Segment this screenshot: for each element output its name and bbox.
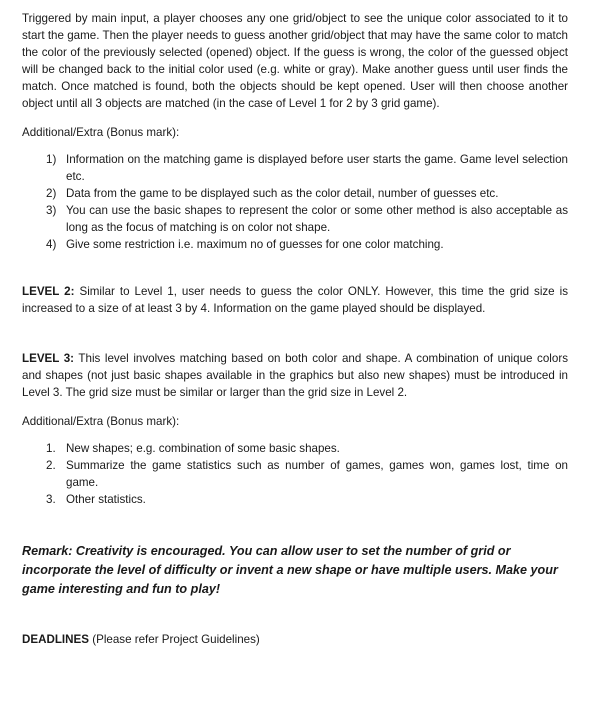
list-item-text: Summarize the game statistics such as number of games, games won, games lost, time on game. <box>66 459 568 489</box>
list-item-text: You can use the basic shapes to represent the color or some other method is also acceptable as long as the focus of matching is on color not shape. <box>66 204 568 234</box>
list-item-number: 1. <box>46 442 56 455</box>
list-item-text: Data from the game to be displayed such as the color detail, number of guesses etc. <box>66 187 499 200</box>
list-item <box>22 185 568 202</box>
list-item-number: 3) <box>46 204 57 217</box>
list-item-number: 3. <box>46 493 56 506</box>
level3-text: This level involves matching based on both color and shape. A combination of unique colors and shapes (not just basic shapes available in the graphics but also new shapes) must be introduced in Level 3. The grid size must be similar or larger than the grid size in Level 2. <box>22 352 568 399</box>
remark-paragraph: Remark: Creativity is encouraged. You can allow user to set the number of grid or incorporate the level of difficulty or invent a new shape or have multiple users. Make your game interesting and fun to play! <box>22 544 558 596</box>
list-item-number: 2. <box>46 459 56 472</box>
list-item-number: 1) <box>46 153 57 166</box>
list-item-text: Information on the matching game is displayed before user starts the game. Game level selection etc. <box>66 153 568 183</box>
bonus-list-1 <box>22 151 568 253</box>
list-item-text: Give some restriction i.e. maximum no of guesses for one color matching. <box>66 238 444 251</box>
list-item <box>22 151 568 185</box>
intro-paragraph: Triggered by main input, a player chooses any one grid/object to see the unique color associated to it to start the game. Then the player needs to guess another grid/object that may have the same color to match the color of the previously selected (opened) object. If the guess is wrong, the color of the guessed object will be changed back to the initial color used (e.g. white or gray). Make another guess until user finds the match. Once matched is found, both the objects should be kept opened. User will then choose another object until all 3 objects are matched (in the case of Level 1 for 2 by 3 grid game). <box>22 12 568 110</box>
list-item <box>22 202 568 236</box>
deadlines-paragraph <box>22 631 568 648</box>
list-item-number: 2) <box>46 187 57 200</box>
bonus-list-2 <box>22 440 568 508</box>
list-item <box>22 236 568 253</box>
list-item-number: 4) <box>46 238 57 251</box>
list-item-text: New shapes; e.g. combination of some basic shapes. <box>66 442 340 455</box>
deadlines-text: (Please refer Project Guidelines) <box>89 633 260 646</box>
level2-label: LEVEL 2: <box>22 285 75 298</box>
level3-label: LEVEL 3: <box>22 352 75 365</box>
level3-paragraph <box>22 350 568 401</box>
list-item <box>22 457 568 491</box>
list-item-text: Other statistics. <box>66 493 146 506</box>
deadlines-label: DEADLINES <box>22 633 89 646</box>
bonus-heading-1: Additional/Extra (Bonus mark): <box>22 126 180 139</box>
level2-text: Similar to Level 1, user needs to guess the color ONLY. However, this time the grid size is increased to a size of at least 3 by 4. Information on the game played should be displayed. <box>22 285 569 315</box>
list-item <box>22 440 568 457</box>
level2-paragraph <box>22 283 568 317</box>
list-item <box>22 491 568 508</box>
bonus-heading-2: Additional/Extra (Bonus mark): <box>22 415 180 428</box>
document-page <box>22 10 568 648</box>
